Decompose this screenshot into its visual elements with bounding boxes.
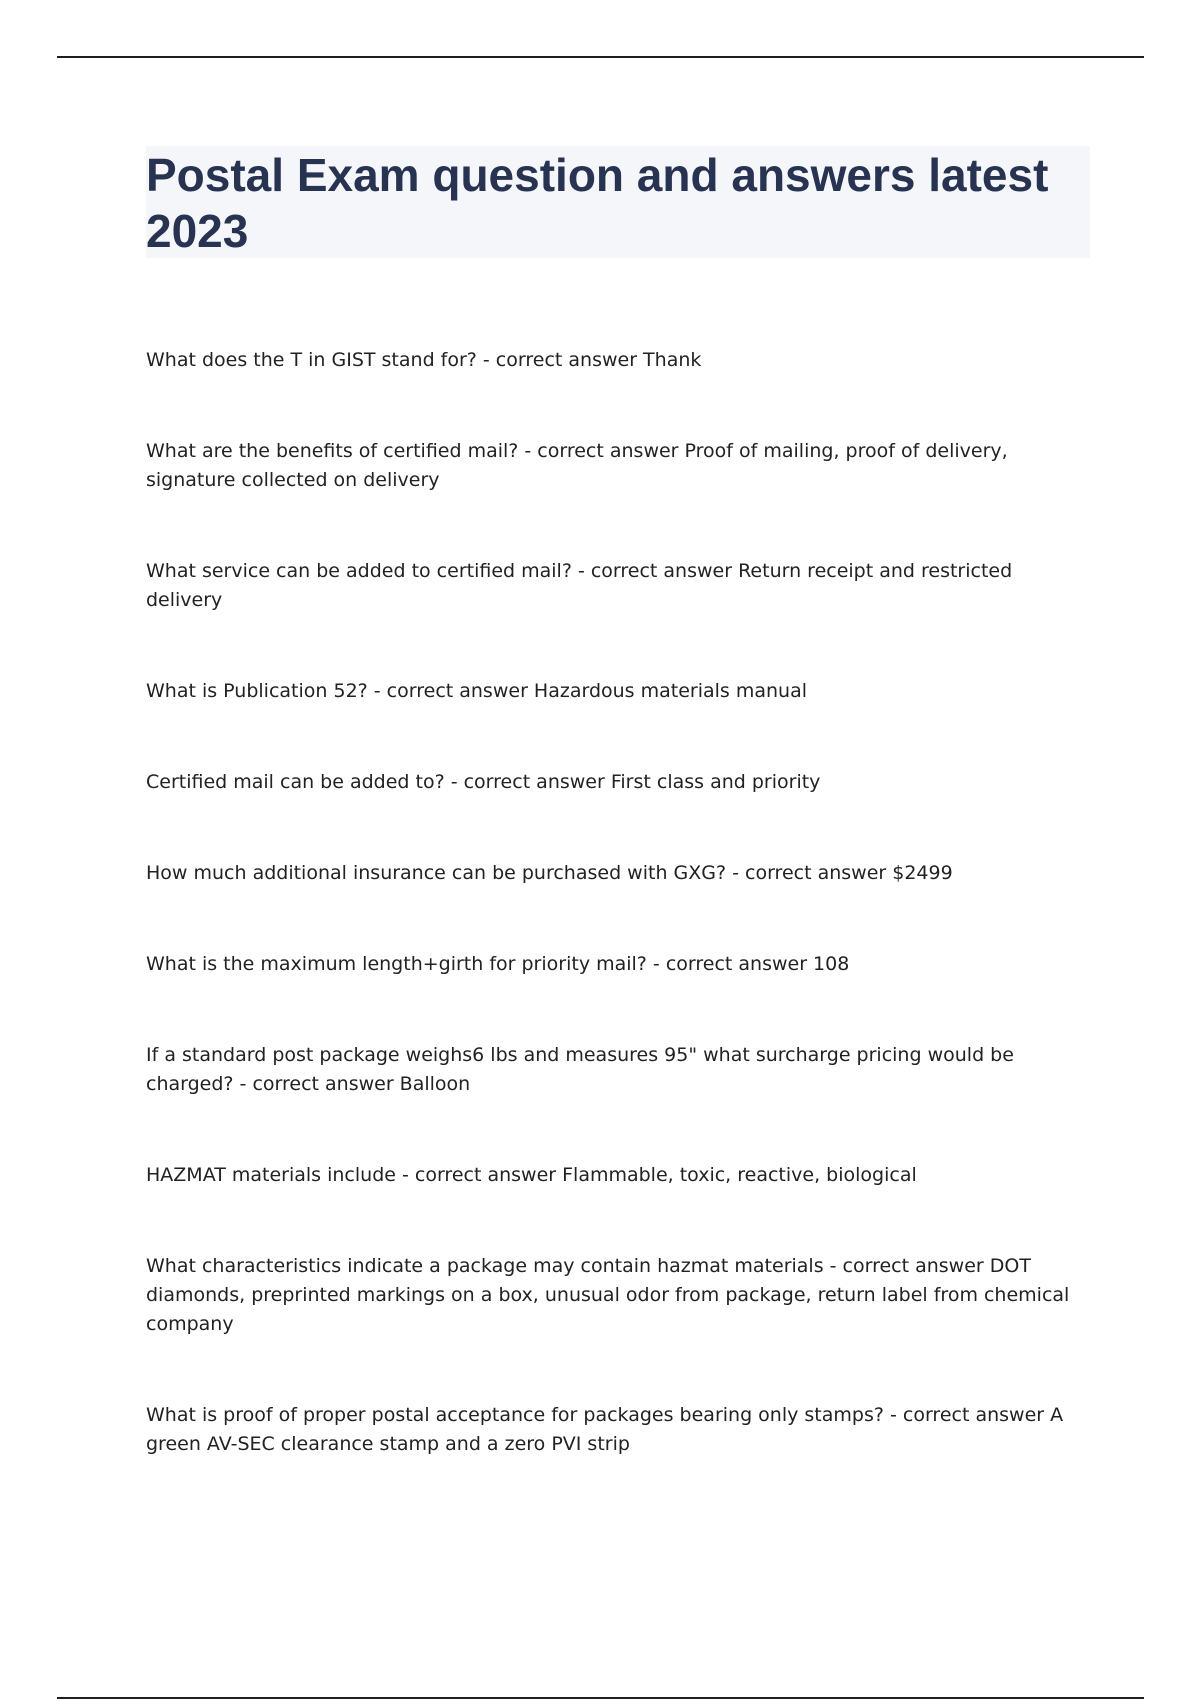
- top-divider: [57, 56, 1144, 58]
- qa-item: What is the maximum length+girth for priority mail? - correct answer 108: [146, 953, 850, 975]
- bottom-divider: [57, 1697, 1144, 1699]
- qa-item: What service can be added to certified mail? - correct answer Return receipt and restricted delivery: [146, 560, 1013, 611]
- qa-item: HAZMAT materials include - correct answer Flammable, toxic, reactive, biological: [146, 1164, 917, 1186]
- qa-item: Certified mail can be added to? - correct answer First class and priority: [146, 771, 821, 793]
- qa-item: How much additional insurance can be purchased with GXG? - correct answer $2499: [146, 862, 953, 884]
- qa-item: What is Publication 52? - correct answer Hazardous materials manual: [146, 680, 808, 702]
- qa-item: What does the T in GIST stand for? - correct answer Thank: [146, 349, 702, 371]
- page-title: Postal Exam question and answers latest 2023: [146, 149, 1049, 257]
- qa-item: What is proof of proper postal acceptance for packages bearing only stamps? - correct answer A green AV-SEC clearance stamp and a zero PVI strip: [146, 1404, 1064, 1455]
- qa-item: What characteristics indicate a package may contain hazmat materials - correct answer DOT diamonds, preprinted markings on a box, unusual odor from package, return label from chemical company: [146, 1255, 1070, 1335]
- title-banner: [146, 146, 1090, 258]
- qa-item: What are the benefits of certified mail? - correct answer Proof of mailing, proof of delivery, signature collected on delivery: [146, 440, 1008, 491]
- qa-item: If a standard post package weighs6 lbs and measures 95" what surcharge pricing would be charged? - correct answer Balloon: [146, 1044, 1014, 1095]
- qa-list: [146, 346, 1086, 1459]
